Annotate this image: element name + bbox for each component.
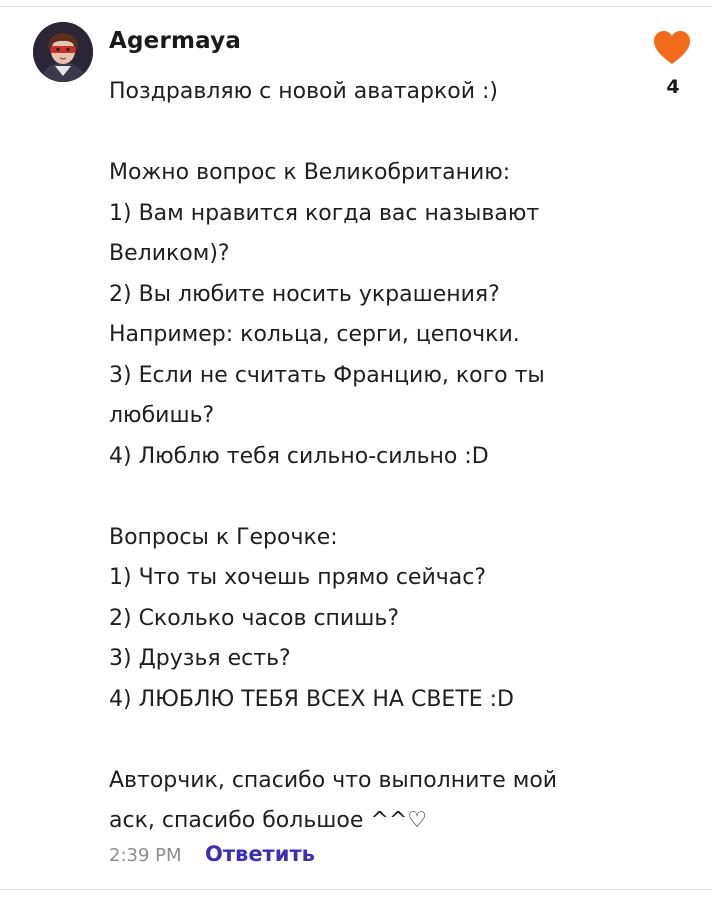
heart-icon[interactable] [653, 30, 691, 66]
character-avatar-icon [33, 22, 93, 82]
avatar[interactable] [33, 22, 93, 82]
comment-author[interactable]: Agermaya [109, 28, 242, 54]
comment-text: Поздравляю с новой аватаркой :) Можно вопрос к Великобританию: 1) Вам нравится когда вас называют Великом)? 2) Вы любите носить украшения? Например: кольца, серги, цепочки. 3) Если не считать Францию, кого ты любишь? 4) Люблю тебя сильно-сильно :D Вопросы к Герочке: 1) Что ты хочешь прямо сейчас? 2) Сколько часов спишь? 3) Друзья есть? 4) ЛЮБЛЮ ТЕБЯ ВСЕХ НА СВЕТЕ :D Авторчик, спасибо что выполните мой аск, спасибо большое ^^♡ [109, 79, 558, 833]
bottom-divider [0, 889, 712, 890]
like-count: 4 [666, 76, 680, 98]
reply-button[interactable]: Ответить [205, 842, 315, 866]
top-divider [0, 6, 712, 7]
comment-timestamp: 2:39 PM [109, 845, 182, 866]
